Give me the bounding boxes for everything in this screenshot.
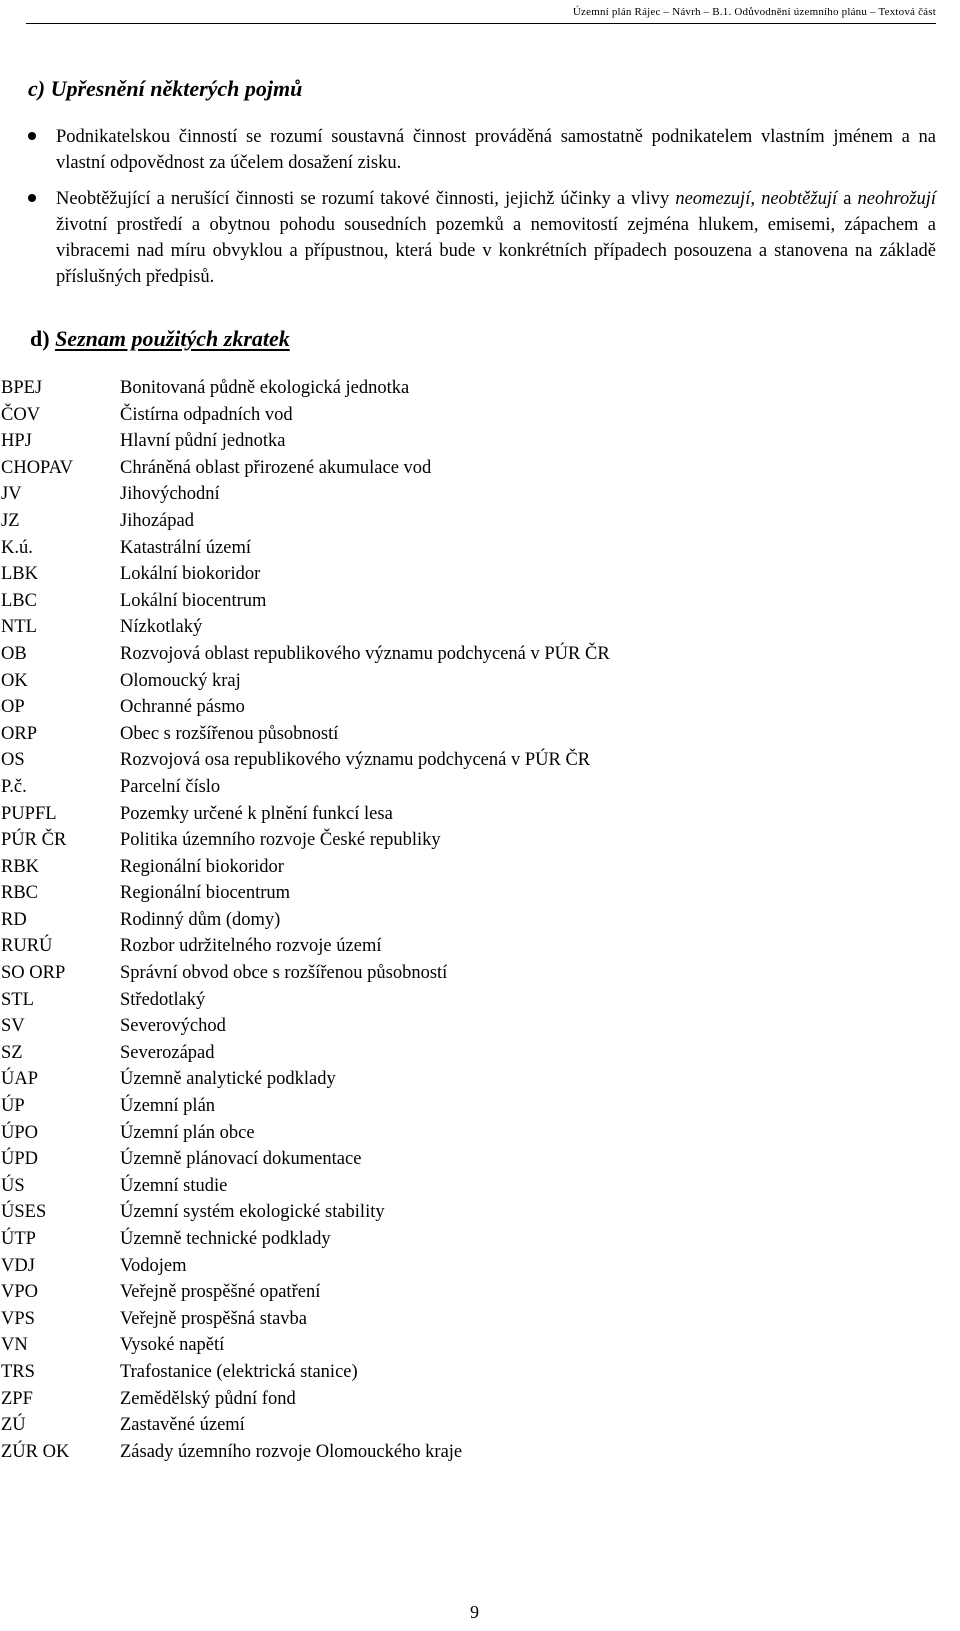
abbreviation-row [0,1229,610,1256]
abbreviation-code: ZÚR OK [1,1441,70,1462]
abbreviation-row [0,1149,610,1176]
abbreviation-code: SZ [1,1042,23,1063]
abbreviation-code: ÚSES [1,1202,47,1223]
abbreviation-code: CHOPAV [1,457,73,478]
definition-text: Podnikatelskou činností se rozumí soustavná činnost prováděná samostatně podnikatelem vlastním jménem a na vlastní odpovědnost za účelem dosažení zisku. [56,127,936,173]
definitions-list [0,124,960,300]
abbreviation-code: ZPF [1,1388,33,1409]
abbreviation-code: SV [1,1016,25,1037]
abbreviation-row [0,1256,610,1283]
abbreviation-row [0,724,610,751]
bullet-icon [28,194,36,202]
abbreviation-row [0,671,610,698]
bullet-icon [28,132,36,140]
abbreviation-row [0,1176,610,1203]
abbreviation-description: Olomoucký kraj [120,670,241,691]
abbreviation-code: ÚPO [1,1122,39,1143]
abbreviation-code: OK [1,670,28,691]
abbreviations-list [0,378,610,1468]
abbreviation-row [0,511,610,538]
abbreviation-description: Katastrální území [120,537,251,558]
abbreviation-description: Nízkotlaký [120,617,203,638]
abbreviation-row [0,910,610,937]
abbreviation-description: Rozbor udržitelného rozvoje území [120,936,382,957]
abbreviation-code: NTL [1,617,37,638]
abbreviation-row [0,405,610,432]
abbreviation-code: ÚAP [1,1069,39,1090]
abbreviation-row [0,591,610,618]
abbreviation-code: ÚS [1,1175,25,1196]
abbreviation-description: Rozvojová osa republikového významu podchycená v PÚR ČR [120,750,591,771]
abbreviation-row [0,1016,610,1043]
abbreviation-code: VN [1,1335,28,1356]
abbreviation-row [0,963,610,990]
abbreviation-description: Jihozápad [120,510,194,531]
definition-text-part: Neobtěžující a nerušící činnosti se rozumí takové činnosti, jejichž účinky a vlivy [56,189,676,209]
section-d-title [30,326,290,352]
header-rule [26,23,936,24]
definition-text-part: životní prostředí a obytnou pohodu sousedních pozemků a nemovitostí zejména hlukem, emisemi, zápachem a vibracemi nad míru obvyklou a přípustnou, která bude v konkrétních případech posouzena a stanovena na základě příslušných předpisů. [56,215,936,287]
abbreviation-description: Trafostanice (elektrická stanice) [120,1361,358,1382]
abbreviation-row [0,697,610,724]
abbreviation-row [0,857,610,884]
abbreviation-code: ZÚ [1,1415,26,1436]
abbreviation-code: BPEJ [1,378,43,398]
abbreviation-code: JV [1,484,22,505]
abbreviation-description: Územní studie [120,1175,228,1196]
abbreviation-description: Regionální biokoridor [120,856,284,877]
section-d-heading: Seznam použitých zkratek [55,326,290,351]
abbreviation-description: Severovýchod [120,1016,226,1037]
abbreviation-code: JZ [1,510,20,531]
abbreviation-description: Rodinný dům (domy) [120,909,281,930]
abbreviation-code: HPJ [1,431,32,452]
abbreviation-description: Územně analytické podklady [120,1069,336,1090]
abbreviation-row [0,830,610,857]
abbreviation-code: K.ú. [1,537,33,558]
abbreviation-row [0,378,610,405]
abbreviation-description: Zastavěné území [120,1415,245,1436]
definition-item-nondisturbing [0,186,960,290]
abbreviation-row [0,1096,610,1123]
abbreviation-row [0,804,610,831]
abbreviation-description: Vodojem [120,1255,187,1276]
abbreviation-row [0,1335,610,1362]
abbreviation-code: LBC [1,590,37,611]
abbreviation-description: Lokální biocentrum [120,590,267,611]
abbreviation-code: PUPFL [1,803,57,824]
abbreviation-row [0,484,610,511]
abbreviation-description: Pozemky určené k plnění funkcí lesa [120,803,393,824]
abbreviation-row [0,644,610,671]
abbreviation-description: Čistírna odpadních vod [120,404,293,425]
abbreviation-description: Středotlaký [120,989,206,1010]
abbreviation-description: Severozápad [120,1042,215,1063]
abbreviation-description: Zemědělský půdní fond [120,1388,296,1409]
abbreviation-code: ÚTP [1,1229,36,1249]
abbreviation-code: ORP [1,723,37,744]
abbreviation-row [0,617,610,644]
abbreviation-code: STL [1,989,34,1010]
abbreviation-row [0,750,610,777]
abbreviation-code: OB [1,643,27,664]
abbreviation-code: VPO [1,1282,39,1303]
abbreviation-description: Rozvojová oblast republikového významu podchycená v PÚR ČR [120,643,610,664]
abbreviation-code: VDJ [1,1255,35,1276]
abbreviation-description: Bonitovaná půdně ekologická jednotka [120,378,410,398]
abbreviation-description: Územně technické podklady [120,1229,331,1249]
abbreviation-description: Politika územního rozvoje České republiky [120,830,441,851]
abbreviation-code: TRS [1,1361,35,1382]
section-c-title: c) Upřesnění některých pojmů [28,76,303,101]
abbreviation-description: Parcelní číslo [120,776,221,797]
abbreviation-description: Ochranné pásmo [120,697,245,718]
abbreviation-description: Územní plán obce [120,1122,255,1143]
abbreviation-description: Chráněná oblast přirozené akumulace vod [120,457,432,478]
abbreviation-description: Územní systém ekologické stability [120,1202,385,1223]
abbreviation-row [0,538,610,565]
definition-emphasis: neomezují, neobtěžují [675,189,838,209]
abbreviation-code: RBC [1,883,39,904]
abbreviation-row [0,777,610,804]
abbreviation-code: P.č. [1,776,27,797]
abbreviation-description: Územně plánovací dokumentace [120,1149,362,1170]
definition-item-business [0,124,960,176]
abbreviation-description: Regionální biocentrum [120,883,291,904]
abbreviation-description: Správní obvod obce s rozšířenou působností [120,963,448,984]
abbreviation-row [0,458,610,485]
page-number: 9 [470,1602,479,1622]
abbreviation-row [0,564,610,591]
abbreviation-row [0,1282,610,1309]
abbreviation-row [0,1309,610,1336]
abbreviation-code: VPS [1,1308,35,1329]
abbreviation-description: Jihovýchodní [120,484,220,505]
abbreviation-description: Hlavní půdní jednotka [120,431,286,452]
abbreviation-code: RURÚ [1,936,53,957]
abbreviation-description: Obec s rozšířenou působností [120,723,339,744]
definition-text-part: a [837,189,858,209]
abbreviation-row [0,1069,610,1096]
abbreviation-row [0,1362,610,1389]
abbreviation-description: Veřejně prospěšná stavba [120,1308,307,1329]
abbreviation-row [0,936,610,963]
abbreviation-code: SO ORP [1,963,66,984]
abbreviation-row [0,1415,610,1442]
abbreviation-code: ČOV [1,404,41,425]
abbreviation-row [0,1123,610,1150]
abbreviation-description: Vysoké napětí [120,1335,225,1356]
section-d-letter: d) [30,326,50,351]
abbreviation-row [0,883,610,910]
definition-emphasis: neohrožují [857,189,936,209]
abbreviation-code: OS [1,750,25,771]
abbreviation-code: ÚP [1,1096,25,1117]
running-header: Územní plán Rájec – Návrh – B.1. Odůvodnění územního plánu – Textová část [572,6,936,18]
abbreviation-code: LBK [1,564,38,585]
abbreviation-description: Územní plán [120,1096,216,1117]
abbreviation-code: OP [1,697,25,718]
abbreviation-description: Zásady územního rozvoje Olomouckého kraje [120,1441,463,1462]
abbreviation-code: RD [1,909,27,930]
abbreviation-code: PÚR ČR [1,830,67,851]
abbreviation-row [0,1389,610,1416]
abbreviation-row [0,431,610,458]
abbreviation-description: Veřejně prospěšné opatření [120,1282,321,1303]
abbreviation-row [0,1442,610,1469]
abbreviation-row [0,990,610,1017]
abbreviation-row [0,1043,610,1070]
abbreviation-code: ÚPD [1,1149,39,1170]
abbreviation-code: RBK [1,856,40,877]
abbreviation-description: Lokální biokoridor [120,564,261,585]
abbreviation-row [0,1202,610,1229]
